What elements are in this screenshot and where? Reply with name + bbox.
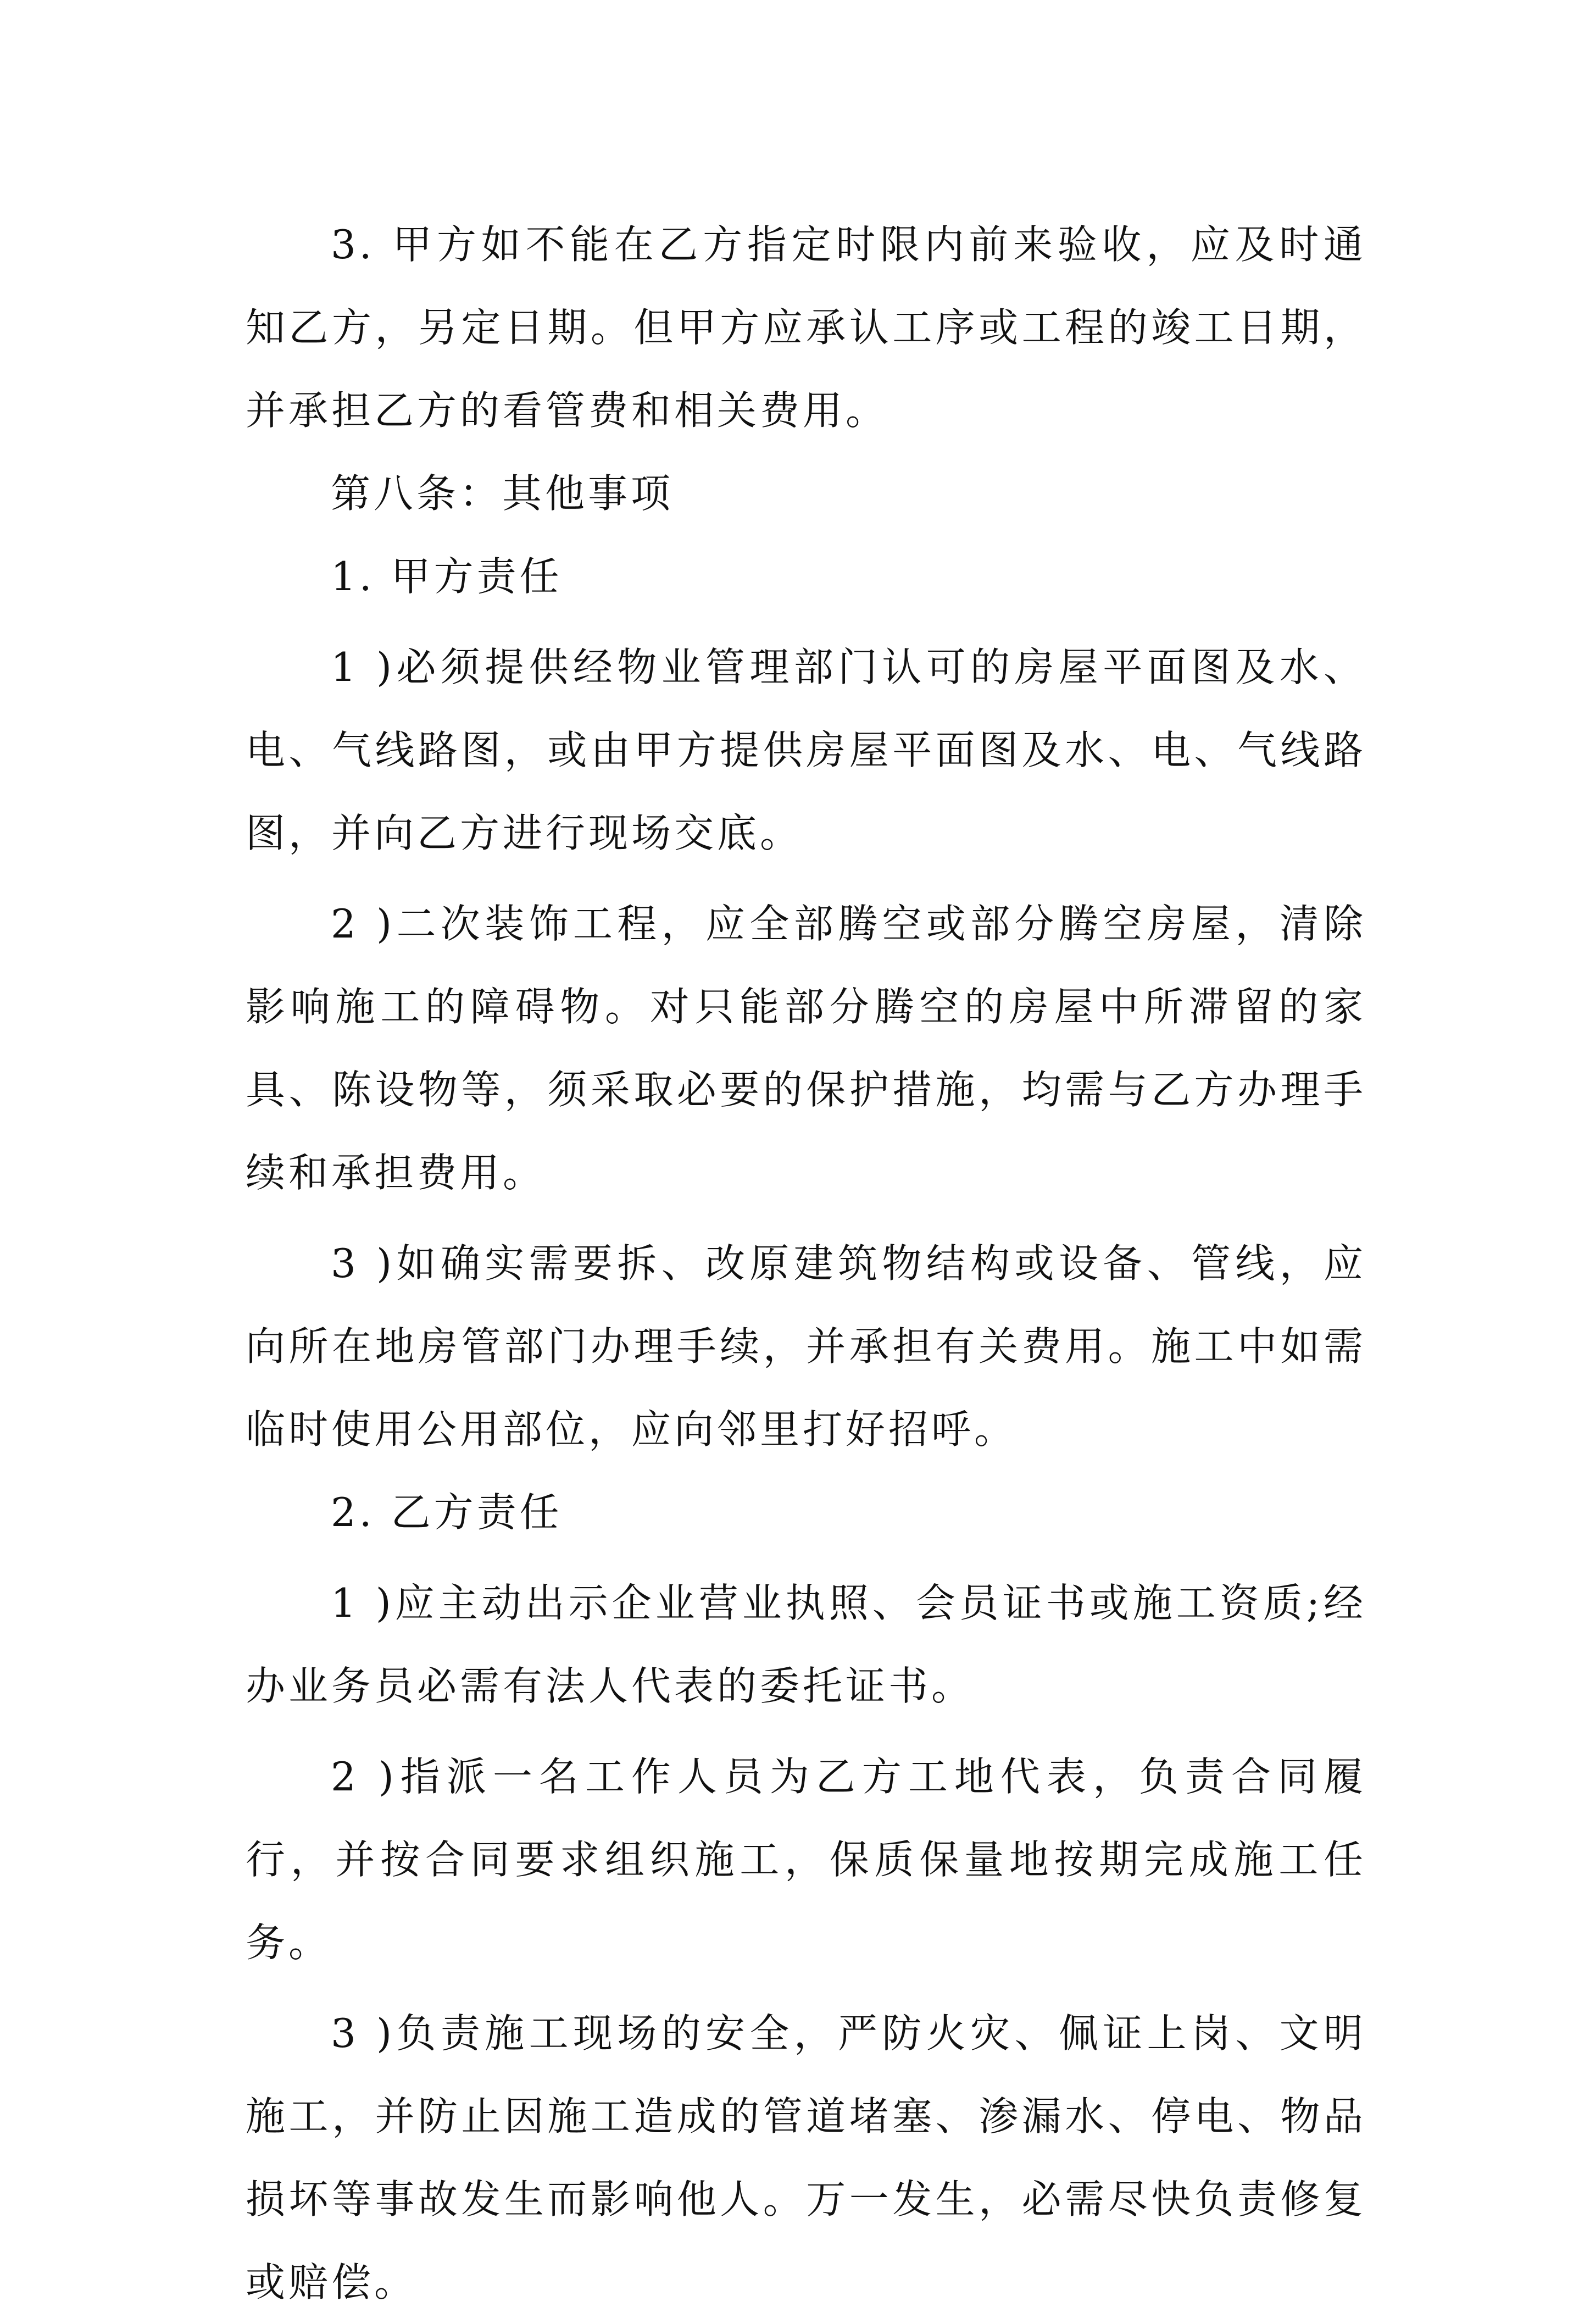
paragraph-party-a-item-1: 1 )必须提供经物业管理部门认可的房屋平面图及水、电、气线路图，或由甲方提供房屋平面图及水、电、气线路图，并向乙方进行现场交底。 — [246, 644, 1366, 856]
document-body — [246, 203, 1366, 2324]
paragraph-party-b-item-1: 1 )应主动出示企业营业执照、会员证书或施工资质;经办业务员必需有法人代表的委托证书。 — [246, 1580, 1366, 1709]
heading-article-8: 第八条：其他事项 — [331, 470, 674, 517]
paragraph-party-a-item-3: 3 )如确实需要拆、改原建筑物结构或设备、管线，应向所在地房管部门办理手续，并承担有关费用。施工中如需临时使用公用部位，应向邻里打好招呼。 — [246, 1240, 1366, 1452]
heading-party-b-duties: 2. 乙方责任 — [331, 1489, 563, 1535]
paragraph-party-b-item-2: 2 )指派一名工作人员为乙方工地代表，负责合同履行，并按合同要求组织施工，保质保量地按期完成施工任务。 — [246, 1754, 1366, 1966]
paragraph-party-b-item-3: 3 )负责施工现场的安全，严防火灾、佩证上岗、文明施工，并防止因施工造成的管道堵塞、渗漏水、停电、物品损坏等事故发生而影响他人。万一发生，必需尽快负责修复或赔偿。 — [246, 2010, 1366, 2305]
paragraph-party-a-item-2: 2 )二次装饰工程，应全部腾空或部分腾空房屋，清除影响施工的障碍物。对只能部分腾空的房屋中所滞留的家具、陈设物等，须采取必要的保护措施，均需与乙方办理手续和承担费用。 — [246, 901, 1366, 1196]
heading-party-a-duties: 1. 甲方责任 — [331, 553, 563, 600]
paragraph-acceptance-clause-3: 3. 甲方如不能在乙方指定时限内前来验收，应及时通知乙方，另定日期。但甲方应承认工序或工程的竣工日期，并承担乙方的看管费和相关费用。 — [246, 221, 1366, 434]
